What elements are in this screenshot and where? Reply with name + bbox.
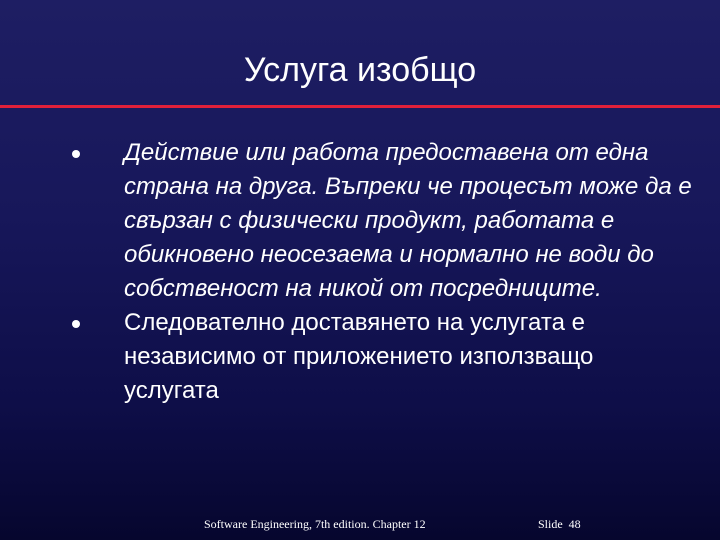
bullet-text-2: Следователно доставянето на услугата е независимо от приложението използващо услугата <box>124 309 594 404</box>
bullet-dot-icon <box>72 150 80 158</box>
bullet-item-2 <box>72 306 692 408</box>
footer-book-title: Software Engineering, 7th edition. Chapter 12 <box>204 517 426 531</box>
slide-title: Услуга изобщо <box>243 51 477 89</box>
bullet-text-1: Действие или работа предоставена от една страна на друга. Въпреки че процесът може да е свързан с физически продукт, работата е обикновено неосезаема и нормално не води до собственост на никой от посредниците. <box>124 139 692 302</box>
slide-label: Slide <box>538 517 563 531</box>
bullet-item-1 <box>72 136 692 306</box>
title-underline <box>0 104 720 108</box>
footer-slide-number <box>538 516 581 532</box>
title-underline-bar <box>0 105 720 108</box>
bullet-list <box>72 136 692 408</box>
slide-number: 48 <box>568 517 581 531</box>
bullet-dot-icon <box>72 320 80 328</box>
